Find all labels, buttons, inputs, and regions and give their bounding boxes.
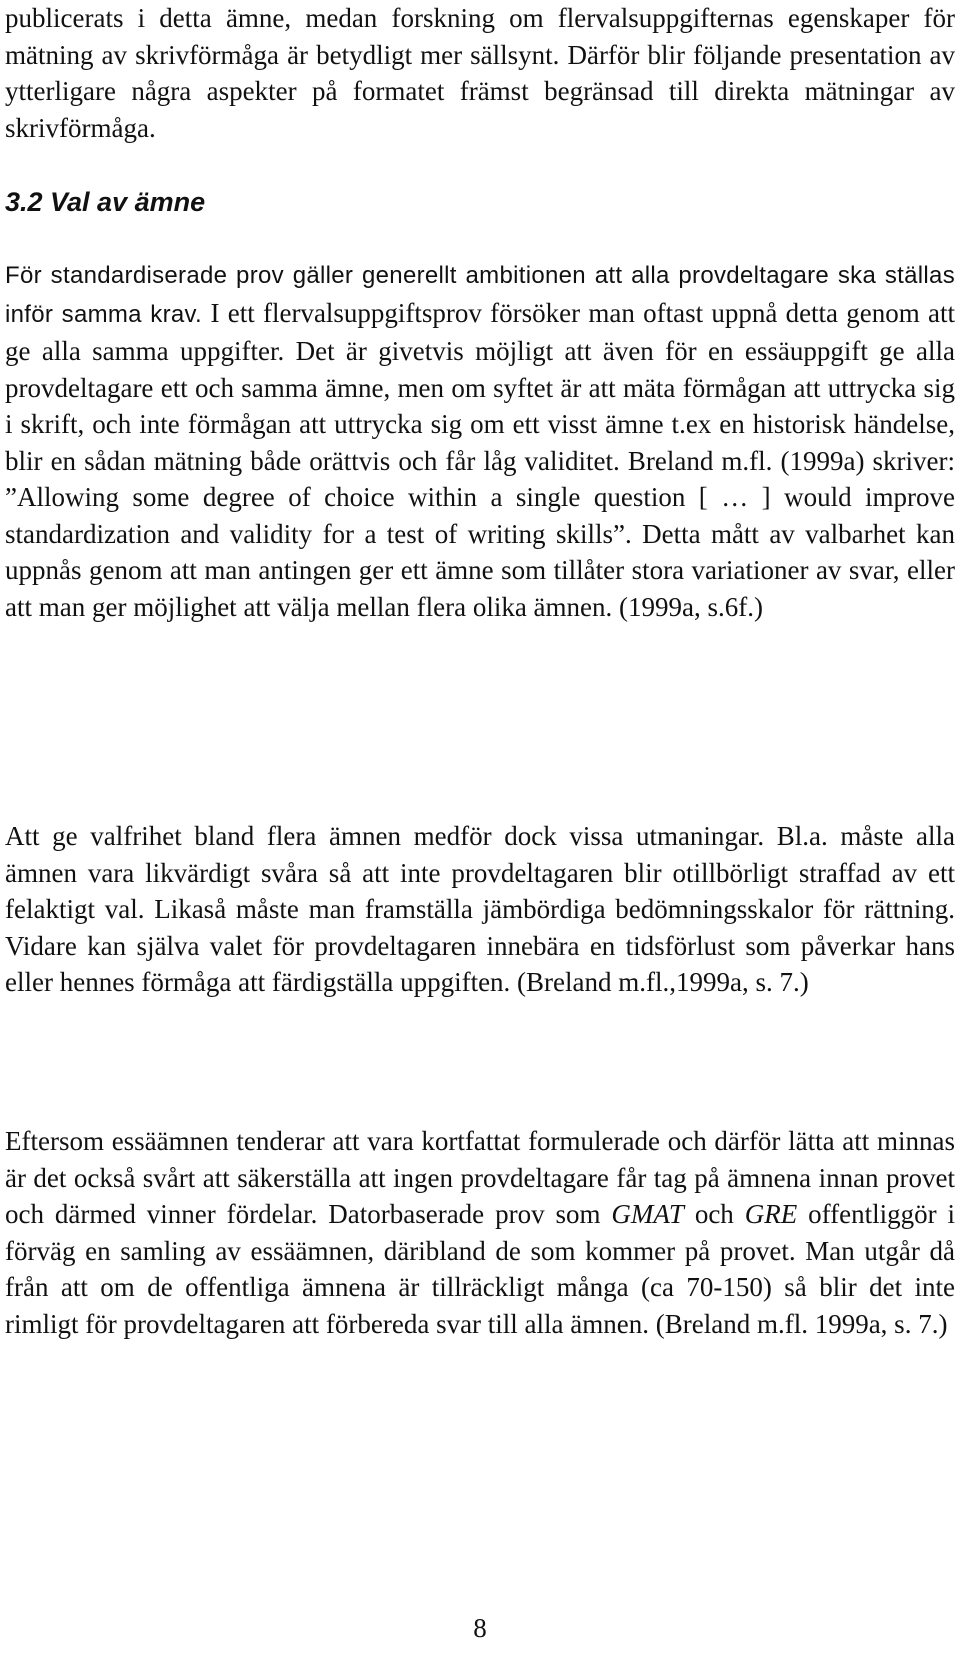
paragraph-2-text: Att ge valfrihet bland flera ämnen medför dock vissa utmaningar. Bl.a. måste alla ämnen vara likvärdigt svåra så att inte provdeltagaren blir otillbörligt straffad av ett felaktigt val. Likaså måste man framställa jämbördiga bedömningsskalor för rättning. Vidare kan själva valet för provdeltagaren innebära en tidsförlust som påverkar hans eller hennes förmåga att färdigställa uppgiften. (Breland m.fl.,1999a, s. 7.) [5, 821, 955, 997]
gmat-term: GMAT [611, 1199, 684, 1229]
paragraph-1 [5, 256, 955, 625]
paragraph-3-part-a: Eftersom essäämnen tenderar att vara kortfattat formulerade och därför lätta att minnas är det också svårt att säkerställa att ingen provdeltagare får tag på ämnena innan provet och därmed vinner fördelar. Datorbaserade prov som [5, 1126, 955, 1229]
page-number: 8 [473, 1613, 487, 1643]
section-heading: 3.2 Val av ämne [5, 187, 206, 217]
paragraph-1-sans-text: För standardiserade prov gäller generellt ambitionen att alla provdeltagare ska ställas inför samma krav. [5, 262, 955, 328]
paragraph-3-part-b: och [683, 1199, 745, 1229]
paragraph-3 [5, 1123, 955, 1342]
paragraph-3-part-c: offentliggör i förväg en samling av essäämnen, däribland de som kommer på provet. Man utgår då från att om de offentliga ämnena är tillräckligt många (ca 70-150) så blir det inte rimligt för provdeltagaren att förbereda svar till alla ämnen. (Breland m.fl. 1999a, s. 7.) [5, 1199, 955, 1339]
paragraph-1-serif-text: I ett flervalsuppgiftsprov försöker man oftast uppnå detta genom att ge alla samma uppgifter. Det är givetvis möjligt att även för en essäuppgift ge alla provdeltagare ett och samma ämne, men om syftet är att mäta förmågan att uttrycka sig i skrift, och inte förmågan att uttrycka sig om ett visst ämne t.ex en historisk händelse, blir en sådan mätning både orättvis och får låg validitet. Breland m.fl. (1999a) skriver: ”Allowing some degree of choice within a single question [ … ] would improve standardization and validity for a test of writing skills”. Detta mått av valbarhet kan uppnås genom att man antingen ger ett ämne som tillåter stora variationer av svar, eller att man ger möjlighet att välja mellan flera olika ämnen. (1999a, s.6f.) [5, 297, 956, 622]
gre-term: GRE [744, 1199, 798, 1229]
intro-paragraph-text: publicerats i detta ämne, medan forskning om flervalsuppgifternas egenskaper för mätning av skrivförmåga är betydligt mer sällsynt. Därför blir följande presentation av ytterligare några aspekter på formatet främst begränsad till direkta mätningar av skrivförmåga. [5, 3, 955, 143]
paragraph-2 [5, 818, 955, 1001]
intro-paragraph [5, 0, 955, 146]
